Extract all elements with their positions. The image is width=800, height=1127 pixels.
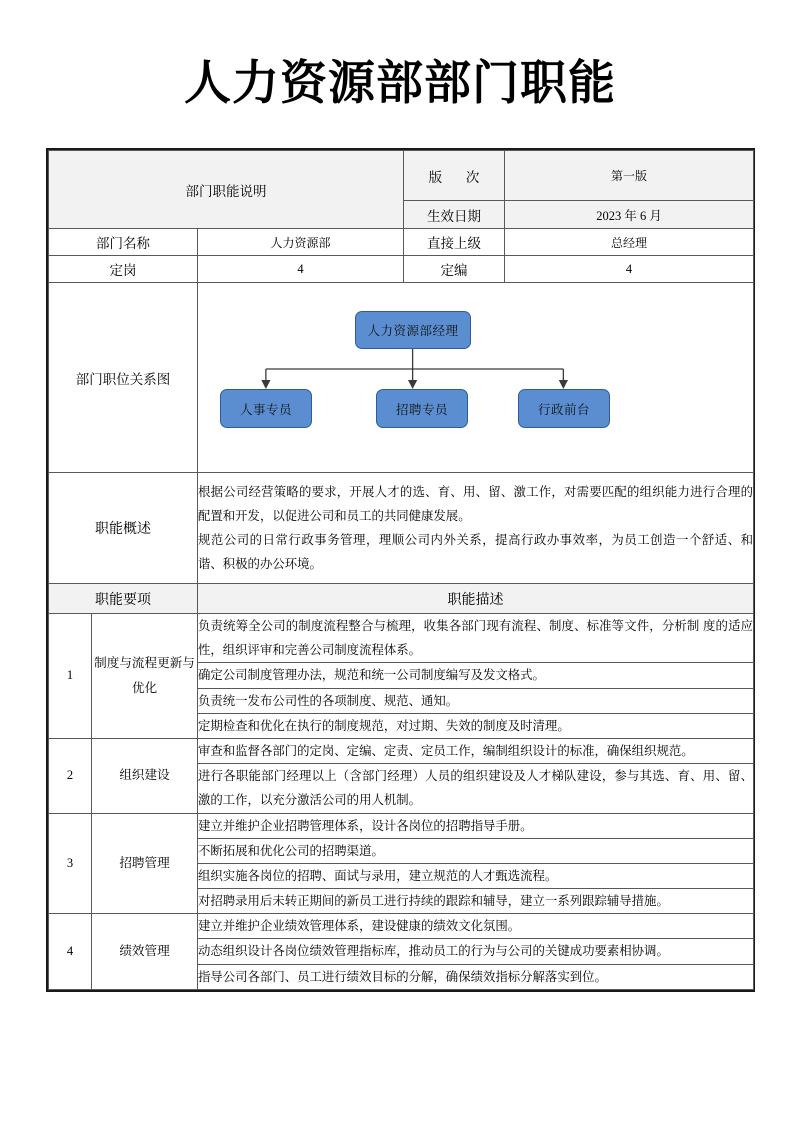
page-title: 人力资源部部门职能 [184, 56, 616, 109]
function-description-cell: 指导公司各部门、员工进行绩效目标的分解，确保绩效指标分解落实到位。 [198, 964, 754, 989]
function-description-cell: 进行各职能部门经理以上（含部门经理）人员的组织建设及人才梯队建设，参与其选、育、用、留、激的工作，以充分激活公司的用人机制。 [198, 764, 754, 813]
overview-label-cell: 职能概述 [49, 473, 198, 584]
function-row [49, 738, 754, 763]
overview-paragraph-2: 规范公司的日常行政事务管理，理顺公司内外关系，提高行政办事效率，为员工创造一个舒适、和谐、积极的办公环境。 [198, 533, 754, 572]
section-header-item-col: 职能要项 [49, 584, 198, 614]
headcount-value-cell: 4 [505, 256, 754, 283]
function-row [49, 813, 754, 838]
function-name-cell: 绩效管理 [92, 914, 198, 990]
doc-kind-cell: 部门职能说明 [49, 151, 404, 229]
function-index-cell: 3 [49, 813, 92, 914]
overview-paragraph-1: 根据公司经营策略的要求，开展人才的选、育、用、留、激工作，对需要匹配的组织能力进行合理的配置和开发，以促进公司和员工的共同健康发展。 [198, 484, 754, 523]
function-description-cell: 审查和监督各部门的定岗、定编、定责、定员工作，编制组织设计的标准，确保组织规范。 [198, 738, 754, 763]
version-label-cell: 版 次 [404, 151, 505, 201]
org-node-child-3: 行政前台 [518, 389, 610, 428]
function-row [49, 914, 754, 939]
overview-body-cell [198, 473, 754, 584]
headcount-label-cell: 定编 [404, 256, 505, 283]
table-row-dept-name [49, 229, 754, 256]
supervisor-value-cell: 总经理 [505, 229, 754, 256]
dept-name-label-cell: 部门名称 [49, 229, 198, 256]
dept-name-value-cell: 人力资源部 [198, 229, 404, 256]
function-description-cell: 定期检查和优化在执行的制度规范，对过期、失效的制度及时清理。 [198, 713, 754, 738]
org-node-child-2: 招聘专员 [376, 389, 468, 428]
effective-date-label-cell: 生效日期 [404, 201, 505, 229]
table-row-section-header [49, 584, 754, 614]
org-node-child-1: 人事专员 [220, 389, 312, 428]
function-name-cell: 组织建设 [92, 738, 198, 813]
function-index-cell: 2 [49, 738, 92, 813]
org-chart-canvas [198, 283, 753, 472]
posts-label-cell: 定岗 [49, 256, 198, 283]
table-row-overview [49, 473, 754, 584]
function-index-cell: 4 [49, 914, 92, 990]
supervisor-label-cell: 直接上级 [404, 229, 505, 256]
org-node-root: 人力资源部经理 [355, 311, 471, 349]
function-description-cell: 动态组织设计各岗位绩效管理指标库，推动员工的行为与公司的关键成功要素相协调。 [198, 939, 754, 964]
function-name-cell: 招聘管理 [92, 813, 198, 914]
function-description-cell: 对招聘录用后未转正期间的新员工进行持续的跟踪和辅导，建立一系列跟踪辅导措施。 [198, 889, 754, 914]
function-row [49, 614, 754, 663]
function-description-cell: 建立并维护企业招聘管理体系，设计各岗位的招聘指导手册。 [198, 813, 754, 838]
table-row-org-chart [49, 283, 754, 473]
org-chart-cell [198, 283, 754, 473]
function-description-cell: 确定公司制度管理办法，规范和统一公司制度编写及发文格式。 [198, 663, 754, 688]
function-description-cell: 组织实施各岗位的招聘、面试与录用，建立规范的人才甄选流程。 [198, 863, 754, 888]
function-description-cell: 不断拓展和优化公司的招聘渠道。 [198, 838, 754, 863]
table-row-headcount [49, 256, 754, 283]
posts-value-cell: 4 [198, 256, 404, 283]
effective-date-value-cell: 2023 年 6 月 [505, 201, 754, 229]
function-description-cell: 负责统一发布公司性的各项制度、规范、通知。 [198, 688, 754, 713]
section-header-desc-col: 职能描述 [198, 584, 754, 614]
function-description-cell: 建立并维护企业绩效管理体系，建设健康的绩效文化氛围。 [198, 914, 754, 939]
org-chart-connectors [198, 283, 753, 472]
table-row-version [49, 151, 754, 201]
function-name-cell: 制度与流程更新与优化 [92, 614, 198, 739]
department-function-table [46, 148, 755, 992]
function-index-cell: 1 [49, 614, 92, 739]
version-value-cell: 第一版 [505, 151, 754, 201]
function-description-cell: 负责统筹全公司的制度流程整合与梳理，收集各部门现有流程、制度、标准等文件，分析制 度的适应性，组织评审和完善公司制度流程体系。 [198, 614, 754, 663]
org-chart-label-cell: 部门职位关系图 [49, 283, 198, 473]
